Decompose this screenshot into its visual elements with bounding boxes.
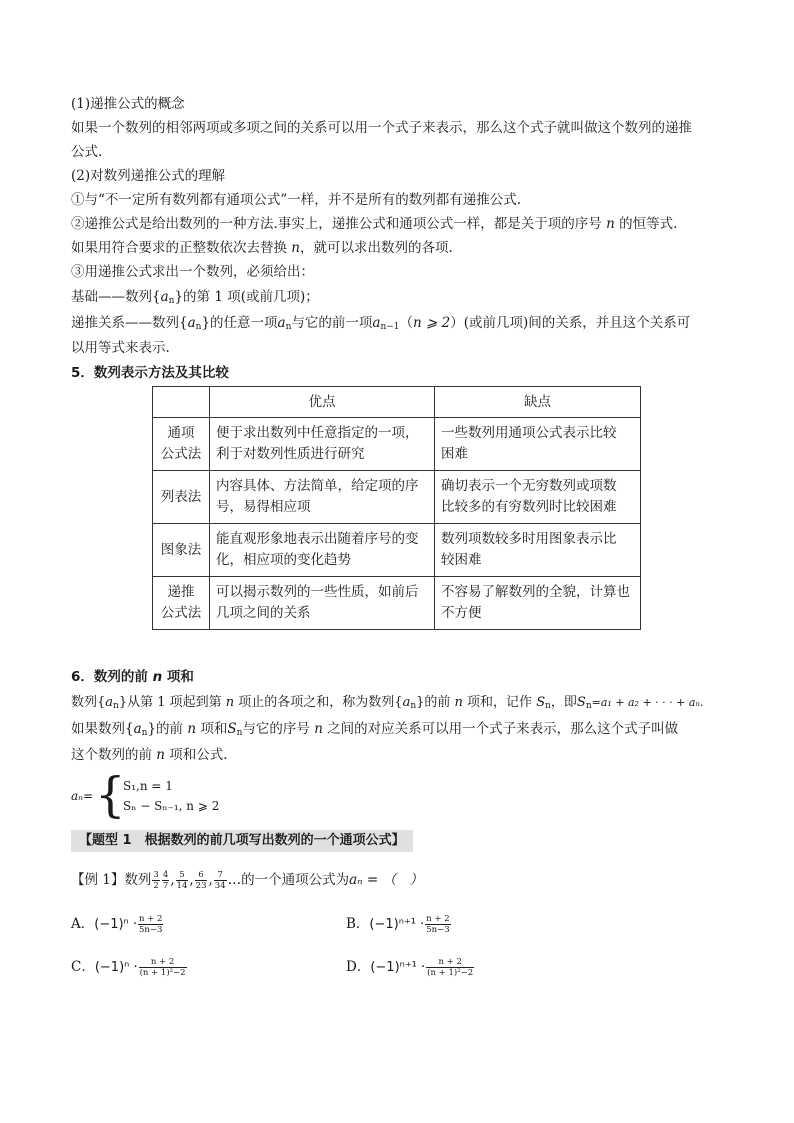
table-header-cell: 缺点 [435,387,641,418]
disadvantage-cell: 数列项数较多时用图象表示比 较困难 [435,524,641,577]
paragraph: 基础——数列$\{a_n\}$的第 1 项(或前几项)； [71,289,319,306]
list-item: ③用递推公式求出一个数列，必须给出： [71,264,314,280]
partial-sum-section [71,664,731,768]
fraction: $\frac{n + 2}{5n-3}$ [139,914,163,935]
disadvantage-cell: 一些数列用通项公式表示比较 困难 [435,418,641,471]
method-cell: 图象法 [153,524,210,577]
formula-case: Sₙ − Sₙ₋₁, n ⩾ 2 [123,799,220,813]
recursive-section [71,92,731,386]
section-title-6: 6．数列的前 n 项和 [71,669,194,685]
table-header-row [153,387,641,418]
fraction: $\frac{n + 2}{5n-3}$ [426,914,450,935]
option-a[interactable]: A．(−1)ⁿ · $\frac{n + 2}{5n-3}$ [71,914,163,935]
advantage-cell: 内容具体、方法简单，给定项的序 号，易得相应项 [210,471,435,524]
section-title-5: 5．数列表示方法及其比较 [71,365,229,381]
paragraph: 如果一个数列的相邻两项或多项之间的关系可以用一个式子来表示，那么这个式子就叫做这个数列的递推 [71,120,692,136]
fraction: $\frac{4}{7}$ [162,870,169,891]
list-item: ②递推公式是给出数列的一种方法.事实上，递推公式和通项公式一样，都是关于项的序号 n 的恒等式. [71,216,678,232]
brace-glyph: { [95,767,126,823]
paragraph: 如果用符合要求的正整数依次去替换 n，就可以求出数列的各项. [71,240,453,256]
disadvantage-cell: 确切表示一个无穷数列或项数 比较多的有穷数列时比较困难 [435,471,641,524]
option-d[interactable]: D．(−1)ⁿ⁺¹ · $\frac{n + 2}{\text{(n + 1)²−2}}$ [346,957,474,978]
table-row [153,471,641,524]
advantage-cell: 能直观形象地表示出随着序号的变 化，相应项的变化趋势 [210,524,435,577]
question-type-label: 【题型 1 根据数列的前几项写出数列的一个通项公式】 [71,830,413,852]
fraction: $\frac{7}{34}$ [214,870,226,891]
fraction: $\frac{n + 2}{\text{(n + 1)²−2}}$ [139,957,186,978]
paragraph: 数列$\{a_n\}$从第 1 项起到第 n 项止的各项之和，称为数列$\{a_n\}$的前 n 项和，记作 $S_n$，即$S_n=a_1 + a_2$ + · · · + aₙ. [71,695,704,711]
formula-case: S₁,n = 1 [123,779,173,793]
fraction: $\frac{5}{14}$ [176,870,188,891]
paragraph: 递推关系——数列$\{a_n\}$的任意一项$a_n$与它的前一项$a_{n-1}(n$ ⩾ 2）(或前几项)间的关系，并且这个关系可 [71,315,691,332]
table-header-cell: 优点 [210,387,435,418]
piecewise-formula [71,767,271,825]
option-b[interactable]: B．(−1)ⁿ⁺¹ · $\frac{n + 2}{5n-3}$ [346,914,450,935]
list-item: ①与“不一定所有数列都有通项公式”一样，并不是所有的数列都有递推公式. [71,192,522,208]
option-c[interactable]: C．(−1)ⁿ · $\frac{n + 2}{\text{(n + 1)²−2}}$ [71,957,186,978]
fraction: $\frac{6}{23}$ [195,870,207,891]
paragraph: 公式. [71,144,103,160]
table-row [153,418,641,471]
heading-recursive-concept: (1)递推公式的概念 [71,96,185,112]
formula-lhs: aₙ= [71,789,94,803]
method-cell: 递推 公式法 [153,577,210,630]
disadvantage-cell: 不容易了解数列的全貌，计算也 不方便 [435,577,641,630]
method-cell: 通项 公式法 [153,418,210,471]
example-question: 【例 1】数列 $\frac{3}{2}$ $\frac{4}{7}$ , $\frac{5}{14}$ , $\frac{6}{23}$ , $\frac{7}{34}$ …的一个通项公式为aₙ = （ ） [71,870,424,891]
heading-recursive-understanding: (2)对数列递推公式的理解 [71,168,226,184]
fraction: $\frac{3}{2}$ [153,870,159,891]
methods-comparison-table [152,386,641,630]
method-cell: 列表法 [153,471,210,524]
table-row [153,524,641,577]
table-header-cell [153,387,210,418]
fraction: $\frac{n + 2}{\text{(n + 1)²−2}}$ [427,957,474,978]
advantage-cell: 可以揭示数列的一些性质，如前后 几项之间的关系 [210,577,435,630]
paragraph: 以用等式来表示. [71,340,170,356]
advantage-cell: 便于求出数列中任意指定的一项， 利于对数列性质进行研究 [210,418,435,471]
paragraph: 这个数列的前 n 项和公式. [71,747,228,763]
table-row [153,577,641,630]
paragraph: 如果数列$\{a_n\}$的前 n 项和$S_n$与它的序号 n 之间的对应关系可以用一个式子来表示，那么这个式子叫做 [71,721,679,738]
